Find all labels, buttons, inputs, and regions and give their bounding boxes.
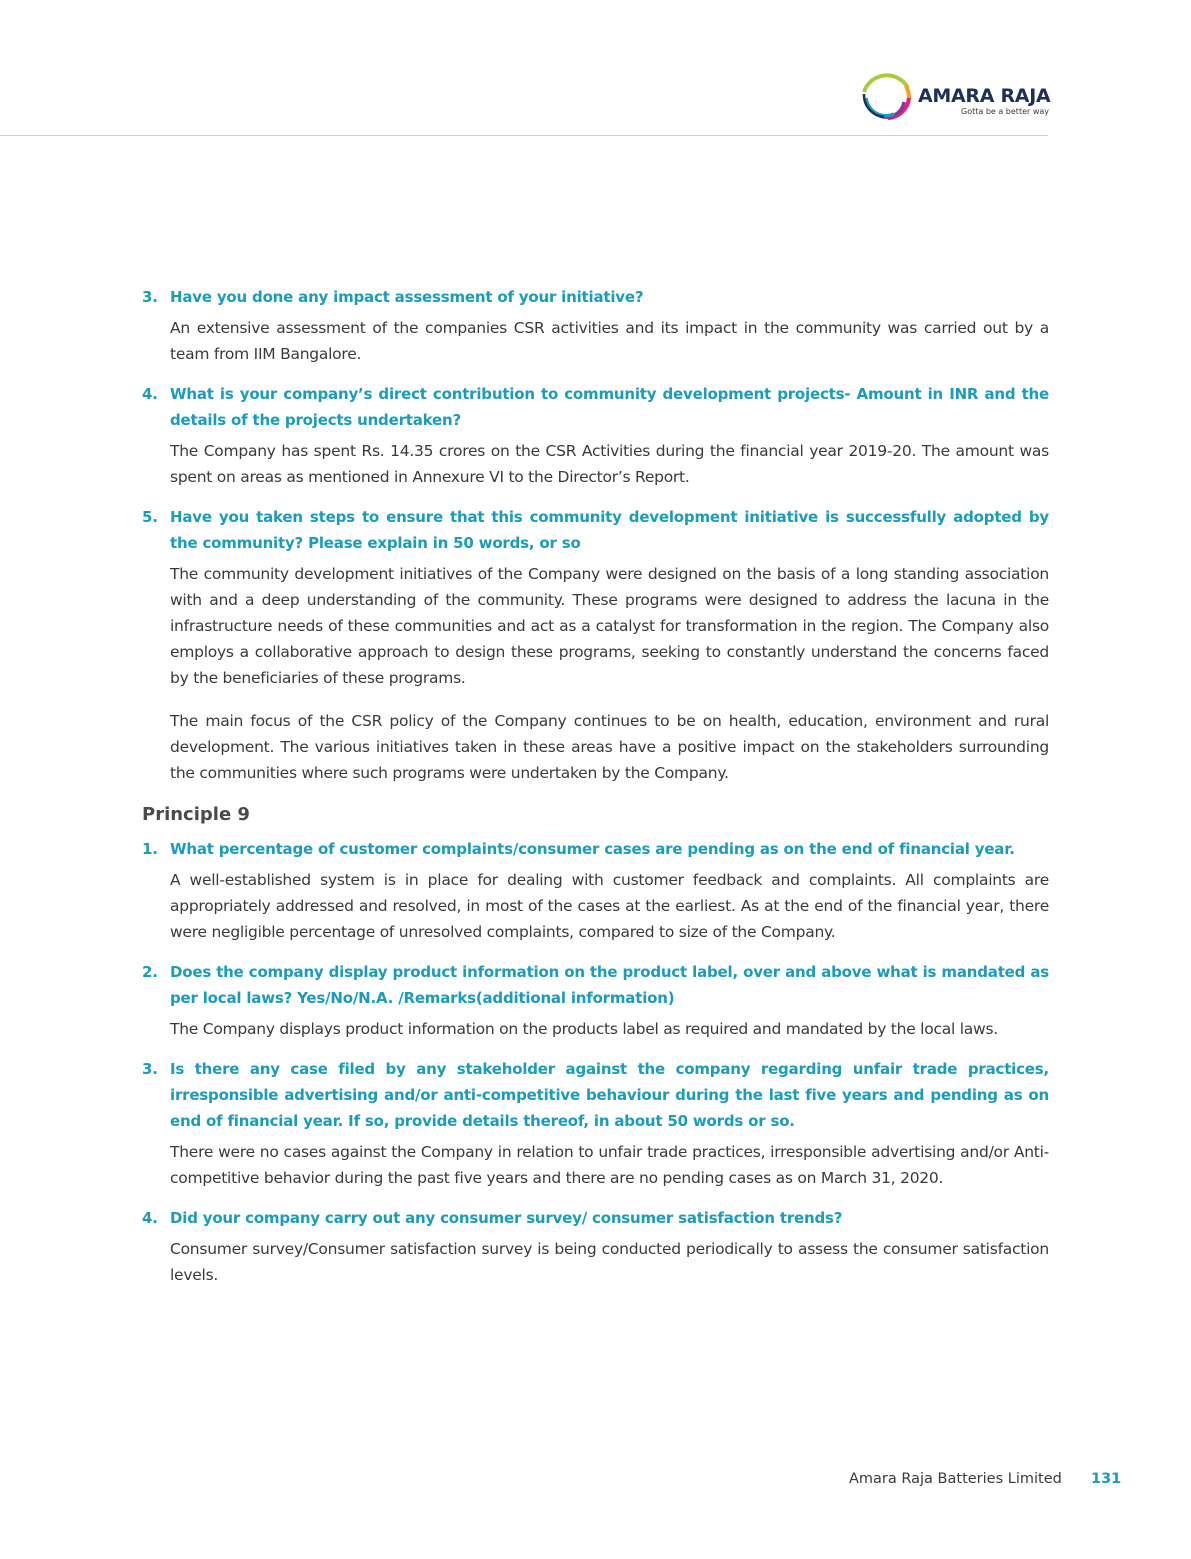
answer	[170, 438, 1049, 490]
answer-paragraph: The main focus of the CSR policy of the Company continues to be on health, education, environment and rural development. The various initiatives taken in these areas have a positive impact on the stakeholders surrounding the communities where such programs were undertaken by the Company.	[170, 712, 1049, 782]
question-number: 5.	[142, 508, 158, 526]
question	[142, 959, 1049, 1011]
question	[142, 504, 1049, 556]
main-content	[142, 284, 1049, 1302]
question-number: 1.	[142, 840, 158, 858]
qa-item	[142, 284, 1049, 367]
qa-item	[142, 504, 1049, 786]
question-number: 3.	[142, 1060, 158, 1078]
company-logo	[858, 68, 1058, 124]
question-number: 3.	[142, 288, 158, 306]
qa-item	[142, 1205, 1049, 1288]
question	[142, 1205, 1049, 1231]
header-divider	[0, 135, 1048, 136]
question	[142, 836, 1049, 862]
answer	[170, 315, 1049, 367]
answer-paragraph: A well-established system is in place for dealing with customer feedback and complaints. All complaints are appropriately addressed and resolved, in most of the cases at the earliest. As at the end of the financial year, there were negligible percentage of unresolved complaints, compared to size of the Company.	[170, 871, 1049, 941]
qa-item	[142, 836, 1049, 945]
question-text: What is your company’s direct contribution to community development projects- Amount in INR and the details of the projects undertaken?	[170, 385, 1049, 429]
page-number: 131	[1091, 1471, 1122, 1487]
answer	[170, 867, 1049, 945]
answer-paragraph: The Company has spent Rs. 14.35 crores on the CSR Activities during the financial year 2019-20. The amount was spent on areas as mentioned in Annexure VI to the Director’s Report.	[170, 442, 1049, 486]
brand-tagline: Gotta be a better way	[961, 107, 1050, 116]
answer	[170, 1236, 1049, 1288]
qa-item	[142, 381, 1049, 490]
qa-item	[142, 959, 1049, 1042]
question-text: Have you taken steps to ensure that this community development initiative is successfully adopted by the community? Please explain in 50 words, or so	[170, 508, 1049, 552]
amara-raja-logo-icon	[858, 68, 914, 124]
answer-paragraph: The Company displays product information on the products label as required and mandated by the local laws.	[170, 1020, 998, 1038]
question-text: What percentage of customer complaints/consumer cases are pending as on the end of financial year.	[170, 840, 1015, 858]
answer-paragraph: The community development initiatives of the Company were designed on the basis of a long standing association with and a deep understanding of the community. These programs were designed to address the lacuna in the infrastructure needs of these communities and act as a catalyst for transformation in the region. The Company also employs a collaborative approach to design these programs, seeking to constantly understand the concerns faced by the beneficiaries of these programs.	[170, 565, 1049, 687]
question-number: 2.	[142, 963, 158, 981]
question	[142, 284, 1049, 310]
question-text: Does the company display product information on the product label, over and above what is mandated as per local laws? Yes/No/N.A. /Remarks(additional information)	[170, 963, 1049, 1007]
question-number: 4.	[142, 1209, 158, 1227]
question-text: Did your company carry out any consumer survey/ consumer satisfaction trends?	[170, 1209, 843, 1227]
brand-name: AMARA RAJA	[918, 85, 1051, 107]
principle-heading: Principle 9	[142, 804, 250, 825]
question-text: Is there any case filed by any stakeholder against the company regarding unfair trade practices, irresponsible advertising and/or anti-competitive behaviour during the last five years and pending as on end of financial year. If so, provide details thereof, in about 50 words or so.	[170, 1060, 1049, 1130]
logo-arc-blue	[866, 98, 894, 116]
logo-arc-green	[864, 75, 908, 92]
question	[142, 381, 1049, 433]
answer-paragraph: There were no cases against the Company in relation to unfair trade practices, irresponsible advertising and/or Anti-competitive behavior during the past five years and there are no pending cases as on March 31, 2020.	[170, 1143, 1049, 1187]
qa-item	[142, 1056, 1049, 1191]
question-text: Have you done any impact assessment of your initiative?	[170, 288, 644, 306]
answer-paragraph: Consumer survey/Consumer satisfaction survey is being conducted periodically to assess the consumer satisfaction levels.	[170, 1240, 1049, 1284]
answer-paragraph: An extensive assessment of the companies CSR activities and its impact in the community was carried out by a team from IIM Bangalore.	[170, 319, 1049, 363]
answer	[170, 561, 1049, 786]
answer	[170, 1016, 1049, 1042]
question	[142, 1056, 1049, 1134]
question-number: 4.	[142, 385, 158, 403]
footer-company-name: Amara Raja Batteries Limited	[849, 1471, 1062, 1487]
answer	[170, 1139, 1049, 1191]
